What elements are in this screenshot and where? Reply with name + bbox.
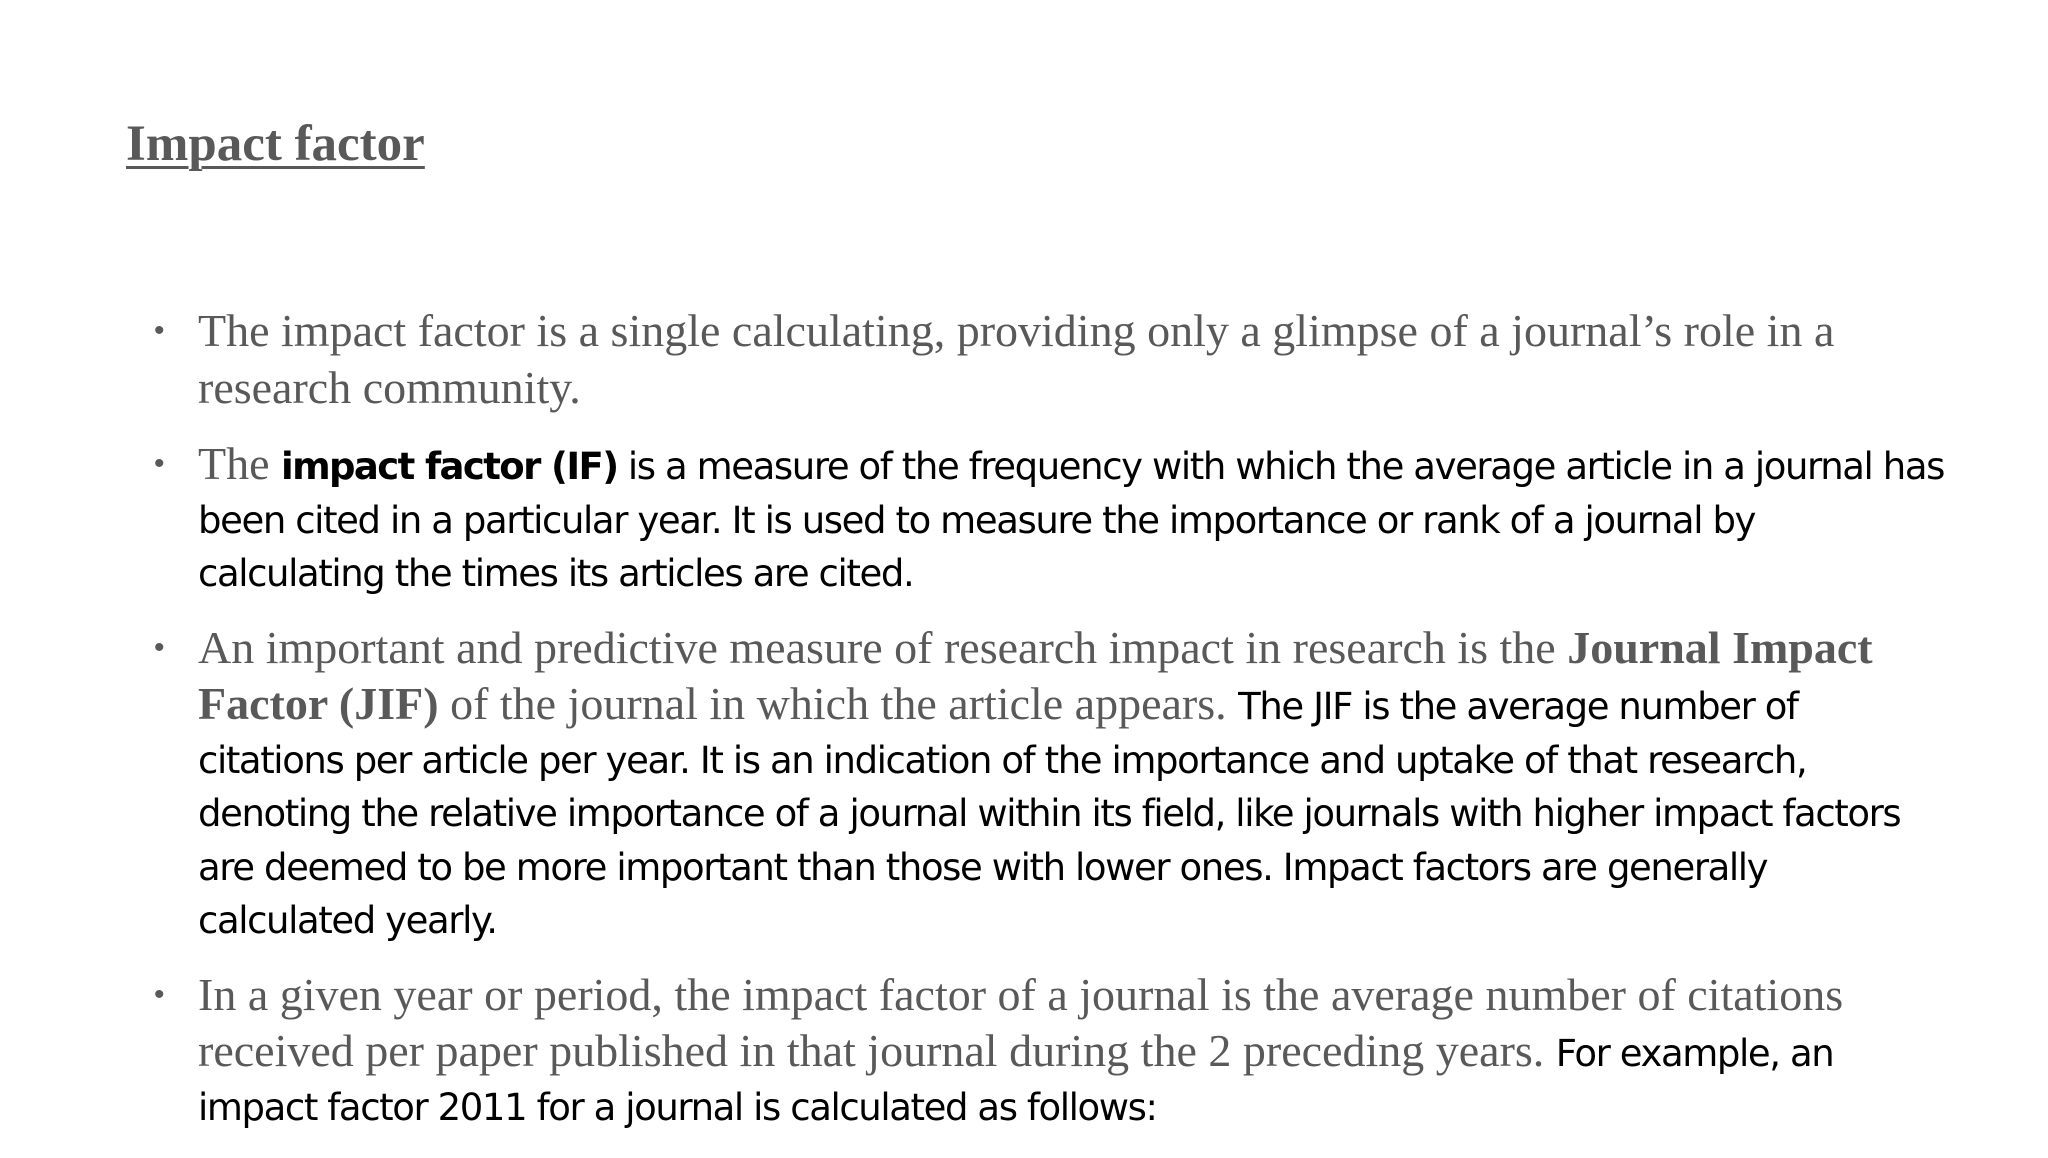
bullet-4-body: For example, an impact factor 2011 for a journal is calculated as follows:: [198, 1032, 1834, 1129]
bullet-item-3: [146, 621, 1946, 952]
bullet-4-lead: In a given year or period, the impact factor of a journal is the average number of citations received per paper published in that journal during the 2 preceding years.: [198, 968, 1844, 1076]
bullet-dot-icon: •: [154, 977, 165, 1011]
bullet-list: [146, 305, 1946, 1158]
bullet-item-1: [146, 305, 1946, 421]
slide-title: Impact factor: [126, 116, 425, 172]
bullet-3-body: The JIF is the average number of citations per article per year. It is an indication of the importance and uptake of that research, denoting the relative importance of a journal within its field, like journals with higher impact factors are deemed to be more important than those with lower ones. Impact factors are generally calculated yearly.: [198, 685, 1901, 942]
bullet-dot-icon: •: [154, 630, 165, 664]
bullet-1-text: The impact factor is a single calculating, providing only a glimpse of a journal’s role in a research community.: [198, 305, 1835, 413]
bullet-3-term: Journal Impact Factor (JIF): [198, 621, 1873, 729]
bullet-item-4: [146, 968, 1946, 1139]
bullet-2-lead: The: [198, 438, 282, 489]
bullet-3-mid: of the journal in which the article appears.: [438, 678, 1239, 729]
bullet-item-2: [146, 438, 1946, 605]
bullet-3-lead: An important and predictive measure of research impact in research is the: [198, 621, 1568, 673]
bullet-dot-icon: •: [154, 314, 165, 347]
bullet-2-body: is a measure of the frequency with which the average article in a journal has been cited in a particular year. It is used to measure the importance or rank of a journal by calculating the times its articles are cited.: [198, 445, 1944, 595]
bullet-2-term: impact factor (IF): [281, 445, 618, 488]
bullet-dot-icon: •: [154, 447, 165, 480]
